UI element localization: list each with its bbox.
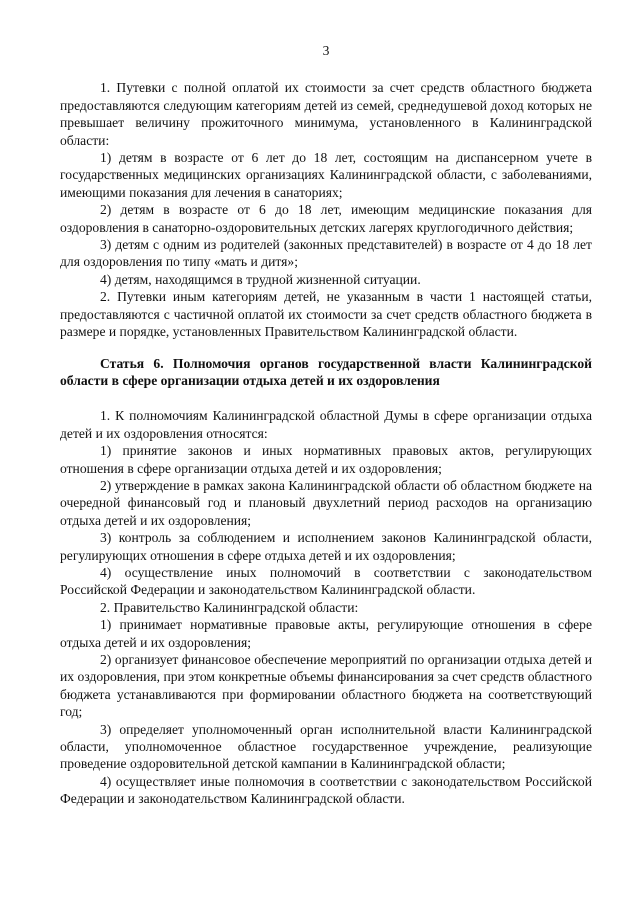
paragraph: 2. Путевки иным категориям детей, не указанным в части 1 настоящей статьи, предоставляются с частичной оплатой их стоимости за счет средств областного бюджета в размере и порядке, установленных Правительством Калининградской области. xyxy=(60,289,592,340)
list-item: 3) контроль за соблюдением и исполнением законов Калининградской области, регулирующих отношения в сфере отдыха детей и их оздоровления; xyxy=(60,530,592,563)
list-item: 4) осуществляет иные полномочия в соответствии с законодательством Российской Федерации и законодательством Калининградской области. xyxy=(60,773,592,807)
list-item: 1) детям в возрасте от 6 лет до 18 лет, состоящим на диспансерном учете в государственных медицинских организациях Калининградской области, с заболеваниями, имеющими показания для лечения в санаториях; xyxy=(60,150,592,200)
list-item: 3) детям с одним из родителей (законных представителей) в возрасте от 4 до 18 лет для оздоровления по типу «мать и дитя»; xyxy=(60,237,592,270)
list-item: 2) организует финансовое обеспечение мероприятий по организации отдыха детей и их оздоровления, при этом конкретные объемы финансирования за счет средств областного бюджета устанавливаются при формировании областного бюджета на соответствующий год; xyxy=(60,652,592,720)
list-item: 4) осуществление иных полномочий в соответствии с законодательством Российской Федерации и законодательством Калининградской области. xyxy=(60,564,592,598)
list-item: 1) принимает нормативные правовые акты, регулирующие отношения в сфере отдыха детей и их оздоровления; xyxy=(60,617,592,650)
list-item: 2) детям в возрасте от 6 до 18 лет, имеющим медицинские показания для оздоровления в санаторно-оздоровительных детских лагерях круглогодичного действия; xyxy=(60,202,592,235)
list-item: 1) принятие законов и иных нормативных правовых актов, регулирующих отношения в сфере организации отдыха детей и их оздоровления; xyxy=(60,443,592,476)
paragraph: 1. Путевки с полной оплатой их стоимости за счет средств областного бюджета предоставляются следующим категориям детей из семей, среднедушевой доход которых не превышает величину прожиточного минимума, установленного в Калининградской области: xyxy=(60,80,592,148)
page-number: 3 xyxy=(322,43,330,58)
list-item: 3) определяет уполномоченный орган исполнительной власти Калининградской области, уполномоченное областное государственное учреждение, реализующие проведение оздоровительной детской кампании в Калининградской области; xyxy=(60,721,592,772)
paragraph: 2. Правительство Калининградской области: xyxy=(100,599,359,615)
list-item: 4) детям, находящимся в трудной жизненной ситуации. xyxy=(100,271,421,287)
paragraph: 1. К полномочиям Калининградской областной Думы в сфере организации отдыха детей и их оздоровления относятся: xyxy=(60,408,592,441)
article-heading: Статья 6. Полномочия органов государственной власти Калининградской области в сфере организации отдыха детей и их оздоровления xyxy=(60,355,592,388)
list-item: 2) утверждение в рамках закона Калининградской области об областном бюджете на очередной финансовый год и плановый двухлетний период расходов на организацию отдыха детей и их оздоровления; xyxy=(60,477,592,528)
section-powers xyxy=(60,407,592,807)
section-vouchers xyxy=(60,79,592,340)
